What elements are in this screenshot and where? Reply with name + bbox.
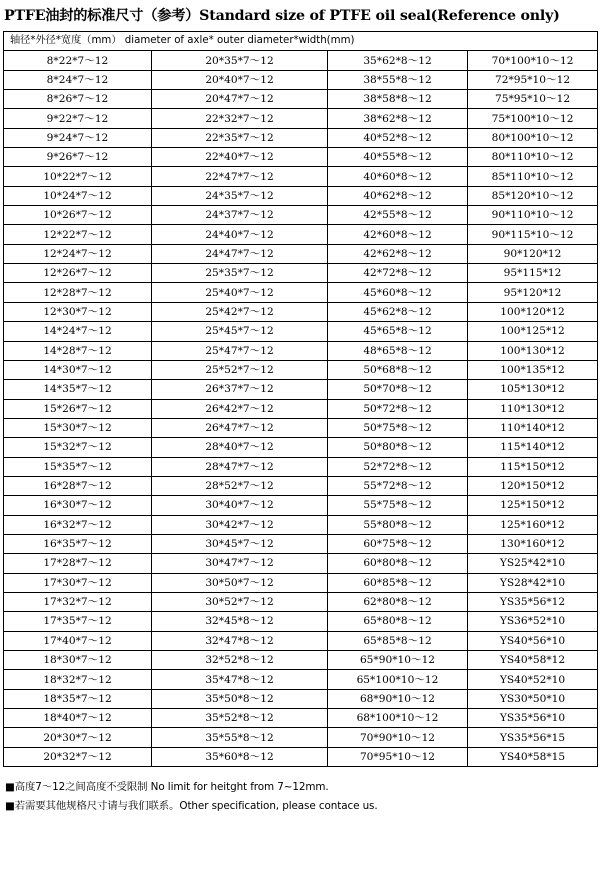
size-cell: 55*75*8～12 bbox=[328, 496, 468, 515]
table-row bbox=[4, 244, 598, 263]
size-cell: 60*85*8～12 bbox=[328, 573, 468, 592]
table-row bbox=[4, 612, 598, 631]
size-cell: 70*95*10～12 bbox=[328, 747, 468, 766]
table-row bbox=[4, 457, 598, 476]
size-cell: 12*30*7～12 bbox=[4, 302, 152, 321]
size-cell: 42*60*8～12 bbox=[328, 225, 468, 244]
size-cell: 25*42*7～12 bbox=[152, 302, 328, 321]
size-cell: 95*120*12 bbox=[468, 283, 598, 302]
size-cell: 17*40*7～12 bbox=[4, 631, 152, 650]
table-row bbox=[4, 554, 598, 573]
table-row bbox=[4, 631, 598, 650]
size-cell: 90*115*10～12 bbox=[468, 225, 598, 244]
size-cell: 24*47*7～12 bbox=[152, 244, 328, 263]
size-cell: 28*47*7～12 bbox=[152, 457, 328, 476]
size-cell: 80*100*10～12 bbox=[468, 128, 598, 147]
size-cell: 45*60*8～12 bbox=[328, 283, 468, 302]
table-row bbox=[4, 747, 598, 766]
size-cell: 38*55*8～12 bbox=[328, 70, 468, 89]
size-cell: 25*45*7～12 bbox=[152, 322, 328, 341]
size-cell: 14*35*7～12 bbox=[4, 380, 152, 399]
size-cell: 50*72*8～12 bbox=[328, 399, 468, 418]
size-cell: 52*72*8～12 bbox=[328, 457, 468, 476]
size-cell: 50*70*8～12 bbox=[328, 380, 468, 399]
size-cell: 100*135*12 bbox=[468, 360, 598, 379]
size-cell: 55*80*8～12 bbox=[328, 515, 468, 534]
size-cell: 25*40*7～12 bbox=[152, 283, 328, 302]
size-cell: YS40*52*10 bbox=[468, 670, 598, 689]
size-cell: 17*35*7～12 bbox=[4, 612, 152, 631]
table-row bbox=[4, 476, 598, 495]
size-cell: 38*58*8～12 bbox=[328, 90, 468, 109]
size-cell: 60*80*8～12 bbox=[328, 554, 468, 573]
size-cell: 100*130*12 bbox=[468, 341, 598, 360]
size-cell: 16*28*7～12 bbox=[4, 476, 152, 495]
table-row bbox=[4, 438, 598, 457]
size-cell: 32*45*8～12 bbox=[152, 612, 328, 631]
size-cell: 9*26*7～12 bbox=[4, 148, 152, 167]
size-cell: 40*55*8～12 bbox=[328, 148, 468, 167]
size-cell: 65*90*10～12 bbox=[328, 651, 468, 670]
size-cell: YS30*50*10 bbox=[468, 689, 598, 708]
size-cell: 50*80*8～12 bbox=[328, 438, 468, 457]
size-cell: 18*40*7～12 bbox=[4, 709, 152, 728]
size-cell: 10*22*7～12 bbox=[4, 167, 152, 186]
table-row bbox=[4, 283, 598, 302]
size-cell: 20*30*7～12 bbox=[4, 728, 152, 747]
size-cell: 15*26*7～12 bbox=[4, 399, 152, 418]
size-cell: 25*52*7～12 bbox=[152, 360, 328, 379]
size-cell: 115*150*12 bbox=[468, 457, 598, 476]
size-cell: 100*125*12 bbox=[468, 322, 598, 341]
size-cell: 65*85*8～12 bbox=[328, 631, 468, 650]
size-cell: 32*52*8～12 bbox=[152, 651, 328, 670]
table-row bbox=[4, 225, 598, 244]
table-row bbox=[4, 186, 598, 205]
size-cell: YS36*52*10 bbox=[468, 612, 598, 631]
table-row bbox=[4, 380, 598, 399]
size-cell: 20*35*7～12 bbox=[152, 51, 328, 70]
table-row bbox=[4, 70, 598, 89]
size-cell: 85*110*10～12 bbox=[468, 167, 598, 186]
size-cell: 35*62*8～12 bbox=[328, 51, 468, 70]
size-cell: 17*32*7～12 bbox=[4, 592, 152, 611]
size-cell: 95*115*12 bbox=[468, 264, 598, 283]
size-cell: 16*30*7～12 bbox=[4, 496, 152, 515]
table-row bbox=[4, 689, 598, 708]
size-cell: 22*32*7～12 bbox=[152, 109, 328, 128]
size-cell: 17*30*7～12 bbox=[4, 573, 152, 592]
size-cell: 120*150*12 bbox=[468, 476, 598, 495]
size-cell: 16*35*7～12 bbox=[4, 534, 152, 553]
size-cell: 9*24*7～12 bbox=[4, 128, 152, 147]
size-cell: 30*50*7～12 bbox=[152, 573, 328, 592]
table-header-row bbox=[4, 32, 598, 51]
size-cell: 40*60*8～12 bbox=[328, 167, 468, 186]
size-cell: 110*130*12 bbox=[468, 399, 598, 418]
size-cell: 15*30*7～12 bbox=[4, 418, 152, 437]
table-row bbox=[4, 651, 598, 670]
size-table bbox=[3, 31, 598, 767]
size-cell: 125*150*12 bbox=[468, 496, 598, 515]
size-cell: 12*28*7～12 bbox=[4, 283, 152, 302]
size-cell: 15*32*7～12 bbox=[4, 438, 152, 457]
size-cell: 75*100*10～12 bbox=[468, 109, 598, 128]
table-row bbox=[4, 418, 598, 437]
size-cell: 12*22*7～12 bbox=[4, 225, 152, 244]
size-cell: 20*40*7～12 bbox=[152, 70, 328, 89]
table-header: 轴径*外径*宽度（mm） diameter of axle* outer diameter*width(mm) bbox=[4, 32, 598, 51]
note-height: ■高度7～12之间高度不受限制 No limit for heitght from 7~12mm. bbox=[5, 781, 329, 793]
size-cell: 26*37*7～12 bbox=[152, 380, 328, 399]
page-title: PTFE油封的标准尺寸（参考）Standard size of PTFE oil seal(Reference only) bbox=[4, 8, 560, 24]
size-cell: 22*47*7～12 bbox=[152, 167, 328, 186]
size-cell: 28*40*7～12 bbox=[152, 438, 328, 457]
size-cell: 9*22*7～12 bbox=[4, 109, 152, 128]
size-cell: 18*32*7～12 bbox=[4, 670, 152, 689]
size-cell: 42*62*8～12 bbox=[328, 244, 468, 263]
size-cell: 50*68*8～12 bbox=[328, 360, 468, 379]
size-cell: 35*60*8～12 bbox=[152, 747, 328, 766]
size-cell: 72*95*10～12 bbox=[468, 70, 598, 89]
size-cell: 130*160*12 bbox=[468, 534, 598, 553]
size-cell: YS40*56*10 bbox=[468, 631, 598, 650]
size-cell: 24*40*7～12 bbox=[152, 225, 328, 244]
size-cell: 20*32*7～12 bbox=[4, 747, 152, 766]
size-cell: 50*75*8～12 bbox=[328, 418, 468, 437]
size-cell: 105*130*12 bbox=[468, 380, 598, 399]
size-cell: 48*65*8～12 bbox=[328, 341, 468, 360]
size-cell: 25*47*7～12 bbox=[152, 341, 328, 360]
size-cell: 8*26*7～12 bbox=[4, 90, 152, 109]
size-cell: 65*80*8～12 bbox=[328, 612, 468, 631]
size-cell: YS35*56*12 bbox=[468, 592, 598, 611]
size-cell: 30*52*7～12 bbox=[152, 592, 328, 611]
size-cell: 14*28*7～12 bbox=[4, 341, 152, 360]
size-cell: 18*30*7～12 bbox=[4, 651, 152, 670]
size-cell: 26*42*7～12 bbox=[152, 399, 328, 418]
size-cell: 90*110*10～12 bbox=[468, 206, 598, 225]
size-cell: 38*62*8～12 bbox=[328, 109, 468, 128]
size-cell: 10*26*7～12 bbox=[4, 206, 152, 225]
size-cell: 8*24*7～12 bbox=[4, 70, 152, 89]
size-cell: 45*62*8～12 bbox=[328, 302, 468, 321]
size-cell: 100*120*12 bbox=[468, 302, 598, 321]
table-row bbox=[4, 322, 598, 341]
table-row bbox=[4, 341, 598, 360]
table-row bbox=[4, 709, 598, 728]
size-cell: YS28*42*10 bbox=[468, 573, 598, 592]
size-cell: 20*47*7～12 bbox=[152, 90, 328, 109]
size-cell: 24*35*7～12 bbox=[152, 186, 328, 205]
table-row bbox=[4, 360, 598, 379]
size-cell: 15*35*7～12 bbox=[4, 457, 152, 476]
size-cell: YS35*56*15 bbox=[468, 728, 598, 747]
table-row bbox=[4, 670, 598, 689]
table-row bbox=[4, 302, 598, 321]
size-cell: 70*90*10～12 bbox=[328, 728, 468, 747]
table-row bbox=[4, 728, 598, 747]
size-cell: 68*100*10～12 bbox=[328, 709, 468, 728]
size-cell: 45*65*8～12 bbox=[328, 322, 468, 341]
size-cell: 30*47*7～12 bbox=[152, 554, 328, 573]
size-cell: 10*24*7～12 bbox=[4, 186, 152, 205]
size-cell: 14*30*7～12 bbox=[4, 360, 152, 379]
size-cell: 30*42*7～12 bbox=[152, 515, 328, 534]
size-cell: 115*140*12 bbox=[468, 438, 598, 457]
table-row bbox=[4, 167, 598, 186]
size-cell: 70*100*10～12 bbox=[468, 51, 598, 70]
size-cell: 32*47*8～12 bbox=[152, 631, 328, 650]
size-cell: 125*160*12 bbox=[468, 515, 598, 534]
size-cell: 60*75*8～12 bbox=[328, 534, 468, 553]
table-row bbox=[4, 515, 598, 534]
size-cell: 12*24*7～12 bbox=[4, 244, 152, 263]
size-table-body bbox=[4, 32, 598, 767]
size-cell: 40*62*8～12 bbox=[328, 186, 468, 205]
size-cell: 85*120*10～12 bbox=[468, 186, 598, 205]
size-cell: 35*47*8～12 bbox=[152, 670, 328, 689]
size-cell: YS40*58*12 bbox=[468, 651, 598, 670]
size-cell: 30*45*7～12 bbox=[152, 534, 328, 553]
size-cell: 42*55*8～12 bbox=[328, 206, 468, 225]
table-row bbox=[4, 51, 598, 70]
size-cell: 28*52*7～12 bbox=[152, 476, 328, 495]
table-row bbox=[4, 128, 598, 147]
table-row bbox=[4, 534, 598, 553]
size-cell: 35*52*8～12 bbox=[152, 709, 328, 728]
size-cell: 30*40*7～12 bbox=[152, 496, 328, 515]
table-row bbox=[4, 90, 598, 109]
size-cell: 12*26*7～12 bbox=[4, 264, 152, 283]
size-cell: 14*24*7～12 bbox=[4, 322, 152, 341]
size-cell: 80*110*10～12 bbox=[468, 148, 598, 167]
note-other-spec: ■若需要其他规格尺寸请与我们联系。Other specification, please contace us. bbox=[5, 800, 378, 812]
size-cell: 90*120*12 bbox=[468, 244, 598, 263]
size-cell: 68*90*10～12 bbox=[328, 689, 468, 708]
size-cell: 35*55*8～12 bbox=[152, 728, 328, 747]
size-cell: 35*50*8～12 bbox=[152, 689, 328, 708]
size-cell: 25*35*7～12 bbox=[152, 264, 328, 283]
size-cell: 26*47*7～12 bbox=[152, 418, 328, 437]
table-row bbox=[4, 109, 598, 128]
size-cell: 65*100*10～12 bbox=[328, 670, 468, 689]
size-cell: 22*35*7～12 bbox=[152, 128, 328, 147]
size-cell: 8*22*7～12 bbox=[4, 51, 152, 70]
table-row bbox=[4, 206, 598, 225]
size-cell: YS25*42*10 bbox=[468, 554, 598, 573]
size-cell: YS35*56*10 bbox=[468, 709, 598, 728]
table-row bbox=[4, 399, 598, 418]
size-cell: 24*37*7～12 bbox=[152, 206, 328, 225]
table-row bbox=[4, 592, 598, 611]
table-row bbox=[4, 573, 598, 592]
size-cell: 18*35*7～12 bbox=[4, 689, 152, 708]
size-cell: 40*52*8～12 bbox=[328, 128, 468, 147]
size-cell: 42*72*8～12 bbox=[328, 264, 468, 283]
table-row bbox=[4, 264, 598, 283]
size-cell: 110*140*12 bbox=[468, 418, 598, 437]
size-cell: 16*32*7～12 bbox=[4, 515, 152, 534]
size-cell: 75*95*10～12 bbox=[468, 90, 598, 109]
table-row bbox=[4, 148, 598, 167]
size-cell: 17*28*7～12 bbox=[4, 554, 152, 573]
size-cell: 22*40*7～12 bbox=[152, 148, 328, 167]
size-cell: YS40*58*15 bbox=[468, 747, 598, 766]
size-cell: 62*80*8～12 bbox=[328, 592, 468, 611]
size-cell: 55*72*8～12 bbox=[328, 476, 468, 495]
table-row bbox=[4, 496, 598, 515]
